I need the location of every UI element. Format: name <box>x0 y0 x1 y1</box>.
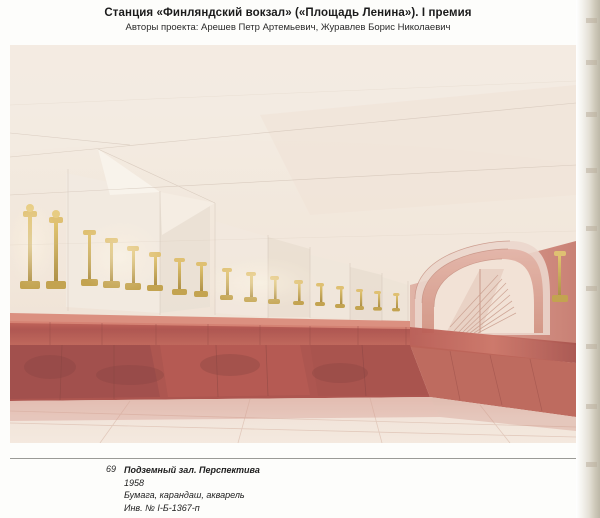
perspective-drawing <box>10 45 576 443</box>
page-header <box>0 6 576 35</box>
folio-number: 69 <box>106 464 117 474</box>
illustration-plate <box>10 45 576 443</box>
caption-divider <box>10 458 576 459</box>
plate-caption <box>124 464 544 514</box>
page-edge-marks <box>576 0 600 518</box>
caption-line-inventory: Инв. № I-Б-1367-п <box>124 502 200 513</box>
caption-line-medium: Бумага, карандаш, акварель <box>124 490 245 500</box>
page-title: Станция «Финляндский вокзал» («Площадь Ленина»). I премия <box>104 7 472 19</box>
caption-line-year: 1958 <box>124 477 145 488</box>
project-authors: Авторы проекта: Арешев Петр Артемьевич, Журавлев Борис Николаевич <box>125 22 451 33</box>
caption-line-title: Подземный зал. Перспектива <box>124 465 260 475</box>
